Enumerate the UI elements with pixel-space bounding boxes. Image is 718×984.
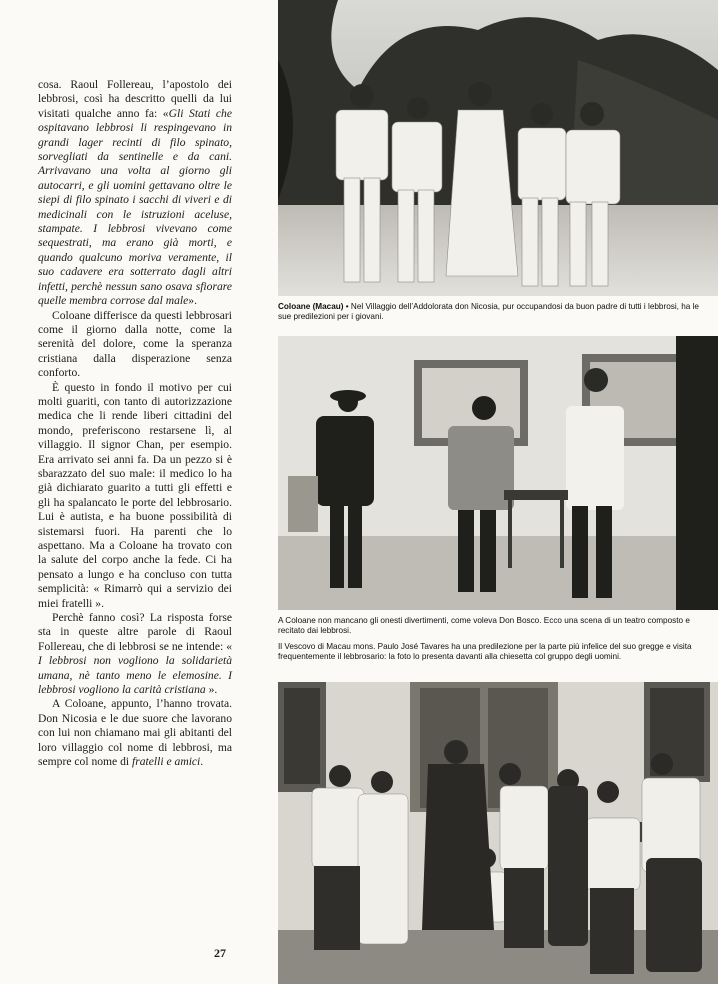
text-run: cosa. Raoul Follereau, l’apostolo dei lebbrosi, così ha descritto quelli da lui visitati qualche anno fa: « [38, 78, 232, 120]
article-paragraph-3 [38, 381, 232, 612]
photo-young-men-group [278, 0, 718, 296]
caption-photo-1-text: • Nel Villaggio dell’Addolorata don Nicosia, pur occupandosi da buon padre di tutti i lebbrosi, ha le sue predilezioni per i giovani. [278, 302, 699, 322]
caption-photo-1-lead: Coloane (Macau) [278, 302, 344, 311]
page-number: 27 [214, 946, 226, 960]
caption-photo-2: A Coloane non mancano gli onesti divertimenti, come voleva Don Bosco. Ecco una scena di un teatro composto e recitato dai lebbrosi. [278, 616, 690, 636]
photo-theatre-scene [278, 336, 718, 610]
article-paragraph-5 [38, 697, 232, 769]
text-run: Perchè fanno così? La risposta forse sta in queste altre parole di Raoul Follereau, che di lebbrosi se ne intende: « [38, 611, 232, 653]
text-run: ». [188, 294, 197, 308]
article-paragraph-4 [38, 611, 232, 697]
article-text-column [38, 78, 232, 770]
article-paragraph-2 [38, 309, 232, 381]
caption-photo-3: Il Vescovo di Macau mons. Paulo José Tavares ha una predilezione per la parte più infelice del suo gregge e visita frequentemente il lebbrosario: la foto lo presenta davanti alla chiesetta col gruppo degli uomini. [278, 642, 692, 662]
text-run: . [200, 755, 204, 769]
text-run: ». [205, 683, 218, 697]
text-run: Coloane differisce da questi lebbrosari come il giorno dalla notte, come la serenità del dolore, come la speranza cristiana dalla disperazione senza conforto. [38, 308, 232, 380]
photo-bishop-with-men [278, 682, 718, 984]
italic-quote: fratelli e amici [132, 755, 201, 769]
article-paragraph-1 [38, 78, 232, 309]
italic-quote: Gli Stati che ospitavano lebbrosi li respingevano in grandi lager recinti di filo spinato, sorvegliati da sentinelle e da cani. Arrivavano una volta al giorno gli autocarri, e gli uomini gettavano oltre le siepi di filo spinato i sacchi di viveri e di medicinali con le istruzioni aceluse, stampate. I lebbrosi vivevano come sequestrati, ma erano già morti, e quando qualcuno moriva veramente, il suo cadavere era sotterrato dagli altri infetti, perchè nessun sano osava sfiorare quelle membra corrose dal male [38, 106, 232, 308]
text-run: È questo in fondo il motivo per cui molti guariti, con tanto di autorizzazione medica che li rende liberi cittadini del mondo, preferiscono restarsene lì, al villaggio. Il signor Chan, per esempio. Era arrivato sei anni fa. Da un pezzo si è sbarazzato del suo male: il medico lo ha già dichiarato guarito a tutti gli effetti e gli ha spalancato le porte del lebbrosario. Lui è autista, e ha buone possibilità di sistemarsi fuori. Ha parenti che lo aspettano. Ma a Coloane ha trovato con la salute del corpo anche la fede. Ci ha pensato a lungo e ha concluso con tutta semplicità: « Rimarrò qui a servizio dei miei fratelli ». [38, 380, 232, 610]
italic-quote: I lebbrosi non vogliono la solidarietà umana, nè tanto meno le elemosine. I lebbrosi vogliono la carità cristiana [38, 654, 232, 697]
text-run: A Coloane, appunto, l’hanno trovata. Don Nicosia e le due suore che lavorano con lui non chiamano mai gli abitanti del loro villaggio col nome di lebbrosi, ma sempre col nome di [38, 697, 232, 769]
caption-photo-1 [278, 302, 710, 323]
